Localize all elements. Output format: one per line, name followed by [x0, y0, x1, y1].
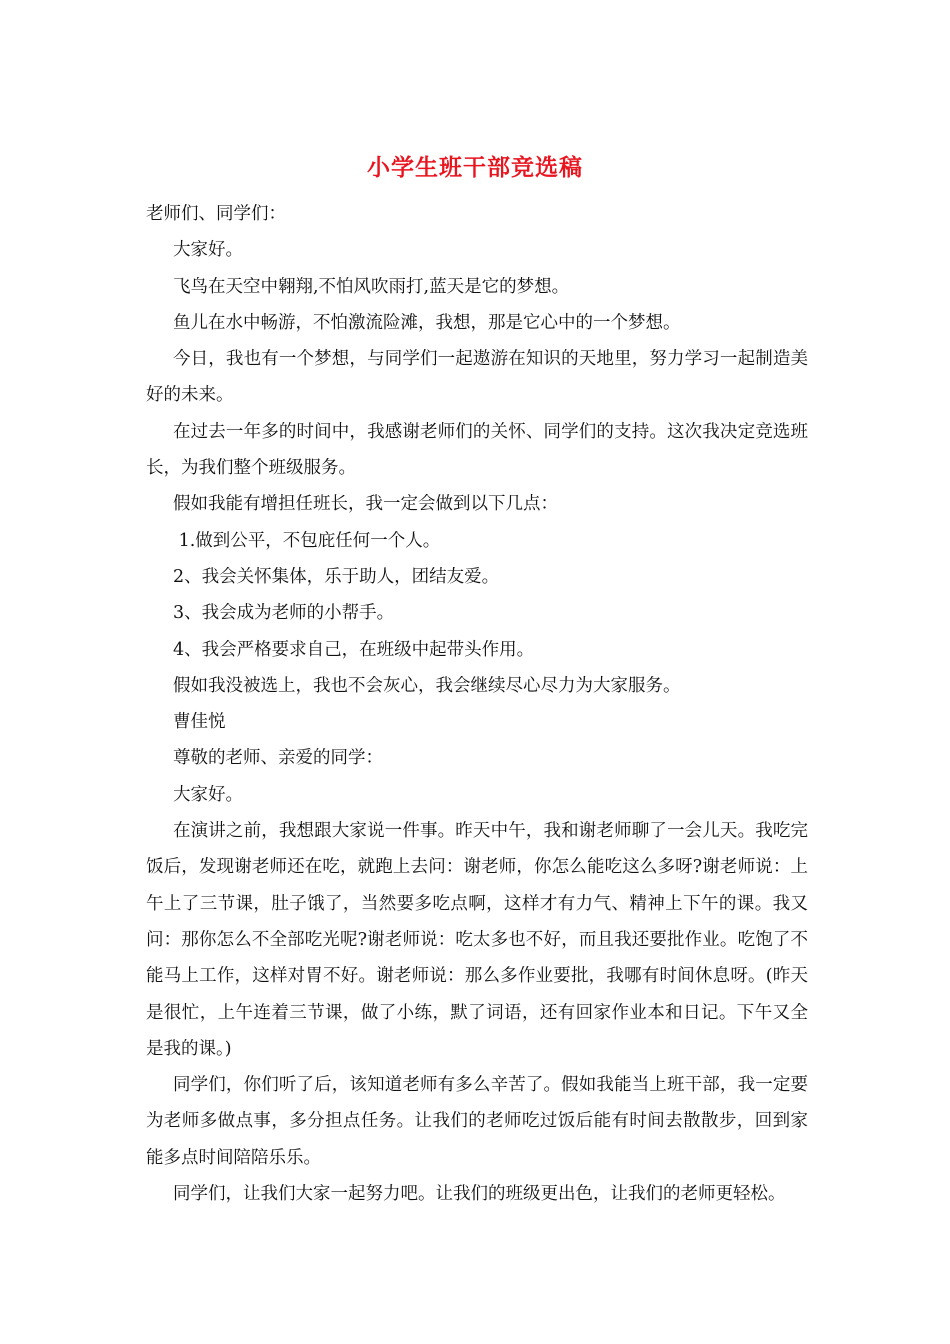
- greeting-paragraph-2: 大家好。: [173, 784, 243, 805]
- closing-paragraph: 同学们，让我们大家一起努力吧。让我们的班级更出色，让我们的老师更轻松。: [173, 1184, 786, 1205]
- pledge-intro-paragraph: 假如我能有增担任班长，我一定会做到以下几点：: [173, 494, 558, 515]
- author-name: 曹佳悦: [173, 712, 226, 733]
- salutation-teachers-students: 老师们、同学们：: [146, 204, 286, 224]
- if-not-elected-paragraph: 假如我没被选上，我也不会灰心，我会继续尽心尽力为大家服务。: [173, 675, 681, 696]
- greeting-paragraph: 大家好。: [173, 240, 243, 261]
- document-title: 小学生班干部竞选稿: [367, 154, 583, 181]
- bird-dream-paragraph: 飞鸟在天空中翱翔,不怕风吹雨打,蓝天是它的梦想。: [173, 276, 570, 297]
- salutation-respected-teachers: 尊敬的老师、亲爱的同学：: [173, 748, 383, 769]
- pledge-item-2: 2、我会关怀集体，乐于助人，团结友爱。: [173, 566, 500, 587]
- pledge-item-3: 3、我会成为老师的小帮手。: [173, 603, 395, 624]
- story-paragraph: 在演讲之前，我想跟大家说一件事。昨天中午，我和谢老师聊了一会儿天。我吃完饭后，发现谢老师还在吃，就跑上去问：谢老师，你怎么能吃这么多呀?谢老师说：上午上了三节课，肚子饿了，当然要多吃点啊，这样才有力气、精神上下午的课。我又问：那你怎么不全部吃光呢?谢老师说：吃太多也不好，而且我还要批作业。吃饱了不能马上工作，这样对胃不好。谢老师说：那么多作业要批，我哪有时间休息呀。(昨天是很忙，上午连着三节课，做了小练，默了词语，还有回家作业本和日记。下午又全是我的课。): [146, 821, 808, 1059]
- pledge-item-4: 4、我会严格要求自己，在班级中起带头作用。: [173, 639, 535, 660]
- thanks-paragraph: 在过去一年多的时间中，我感谢老师们的关怀、同学们的支持。这次我决定竞选班长，为我们整个班级服务。: [146, 421, 808, 479]
- document-body: [146, 196, 808, 1212]
- teacher-hardship-paragraph: 同学们，你们听了后，该知道老师有多么辛苦了。假如我能当上班干部，我一定要为老师多做点事，多分担点任务。让我们的老师吃过饭后能有时间去散散步，回到家能多点时间陪陪乐乐。: [146, 1075, 808, 1168]
- fish-dream-paragraph: 鱼儿在水中畅游，不怕激流险滩，我想，那是它心中的一个梦想。: [173, 312, 681, 333]
- pledge-item-1: 1.做到公平，不包庇任何一个人。: [173, 530, 441, 551]
- my-dream-paragraph: 今日，我也有一个梦想，与同学们一起遨游在知识的天地里，努力学习一起制造美好的未来。: [146, 349, 808, 406]
